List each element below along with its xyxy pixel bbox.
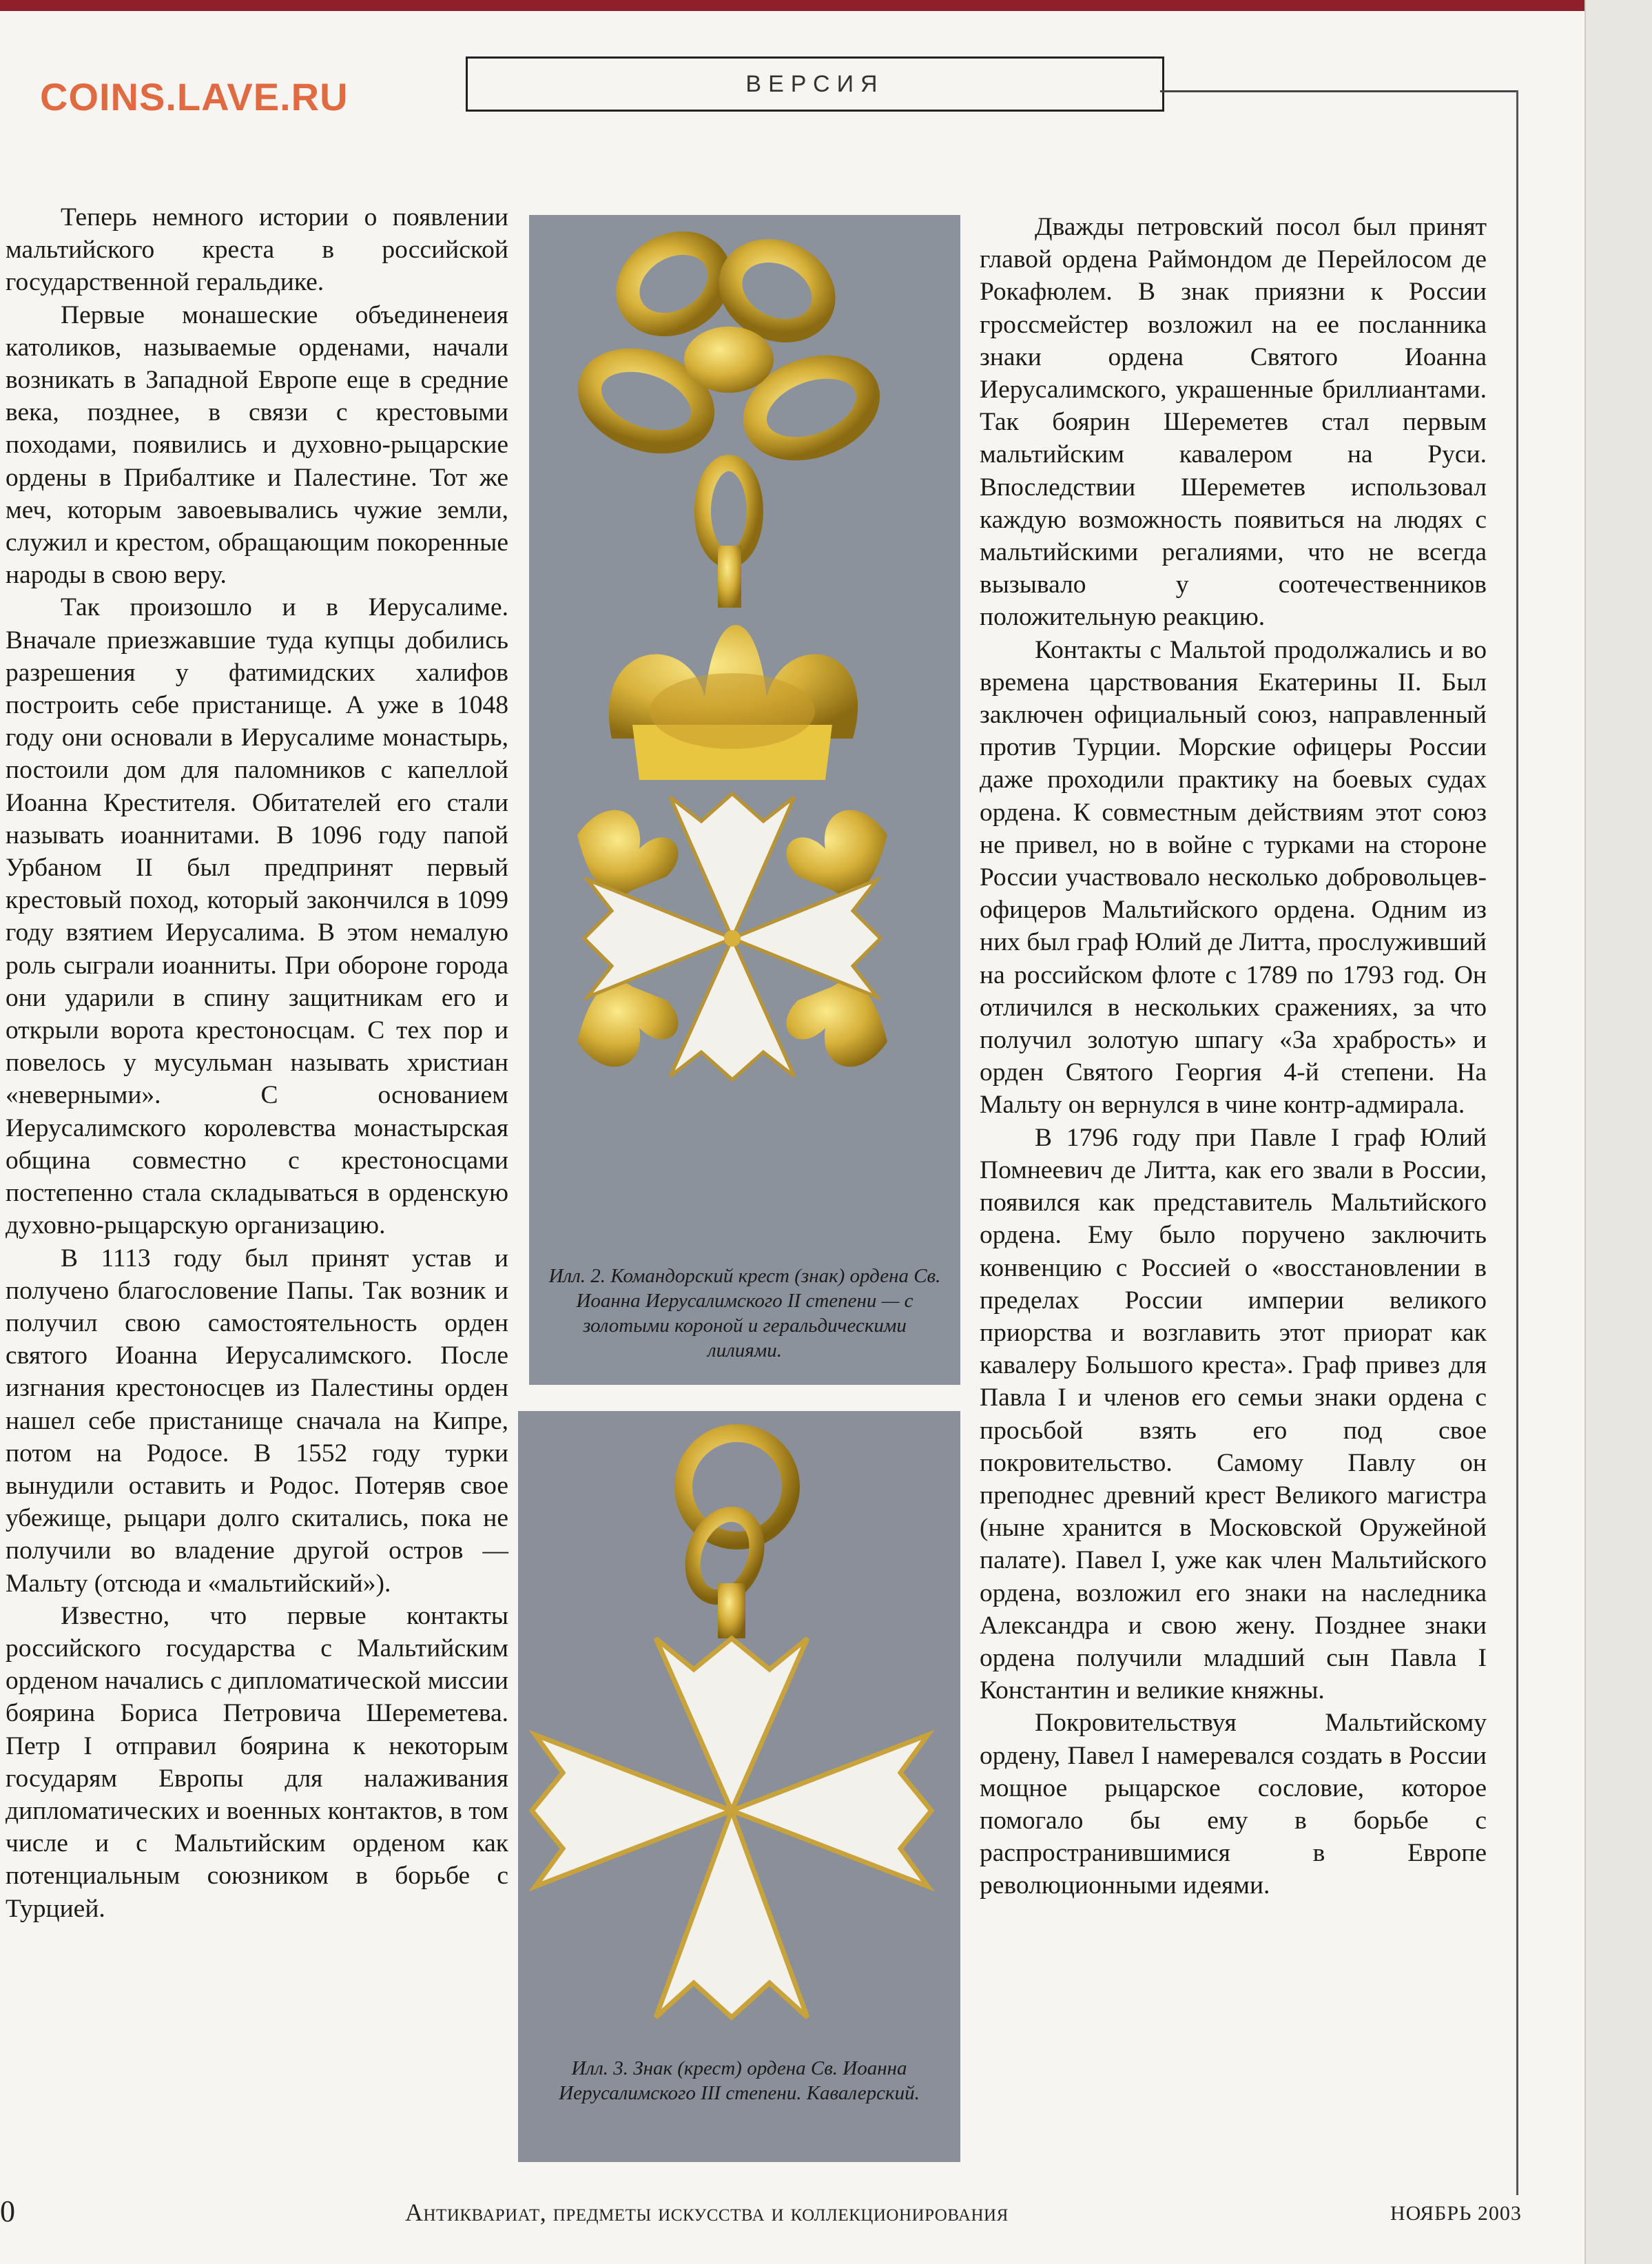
- paragraph: Дважды петровский посол был принят главой ордена Раймондом де Перейлосом де Рокафюлем. В знак приязни к России гроссмейстер возложил на ее посланника знаки ордена Святого Иоанна Иерусалимского, украшенные бриллиантами. Так боярин Шереметев стал первым мальтийским кавалером на Руси. Впоследствии Шереметев использовал каждую возможность появиться на людях с мальтийскими регалиями, что не всегда вызывало у соотечественников положительную реакцию.: [980, 213, 1487, 632]
- section-header: ВЕРСИЯ: [466, 56, 1164, 112]
- watermark: COINS.LAVE.RU: [40, 75, 349, 119]
- page-number: 0: [0, 2194, 15, 2228]
- paragraph: Покровительствуя Мальтийскому ордену, Павел I намеревался создать в России мощное рыцарское сословие, которое помогало бы ему в борьбе с распространившимися в Европе революционными идеями.: [980, 1709, 1487, 1900]
- figure-knight-cross: [518, 1411, 960, 2162]
- paragraph: Теперь немного истории о появлении мальтийского креста в российской государственной геральдике.: [6, 203, 508, 297]
- paragraph: Так произошло и в Иерусалиме. Вначале приезжавшие туда купцы добились разрешения у фатимидских халифов построить себе пристанище. А уже в 1048 году они основали в Иерусалиме монастырь, постоили дом для паломников с капеллой Иоанна Крестителя. Обитателей его стали называть иоаннитами. В 1096 году папой Урбаном II был предпринят первый крестовый поход, который закончился в 1099 году взятием Иерусалима. В этом немалую роль сыграли иоанниты. При обороне города они ударили в спину защитникам его и открыли ворота крестоносцам. С тех пор и повелось у мусульман называть христиан «неверными». С основанием Иерусалимского королевства монастырская община совместно с крестоносцами постепенно стала складываться в орденскую духовно-рыцарскую организацию.: [6, 593, 508, 1240]
- page-border-rule: [1516, 90, 1518, 2195]
- paragraph: Контакты с Мальтой продолжались и во времена царствования Екатерины II. Был заключен официальный союз, направленный против Турции. Морские офицеры России даже проходили практику на боевых судах ордена. К совместным действиям этот союз не привел, но в войне с турками на стороне России участвовало несколько добровольцев-офицеров Мальтийского ордена. Одним из них был граф Юлий де Литта, прослуживший на российском флоте с 1789 по 1793 год. Он отличился в нескольких сражениях, за что получил золотую шпагу «За храбрость» и орден Святого Георгия 4-й степени. На Мальту он вернулся в чине контр-адмирала.: [980, 635, 1487, 1120]
- knight-cross-illustration: [518, 1411, 960, 2162]
- commander-cross-illustration: [529, 215, 960, 1385]
- paragraph: Первые монашеские объединенеия католиков, называемые орденами, начали возникать в Западной Европе еще в средние века, позднее, в связи с крестовыми походами, появились и духовно-рыцарские ордены в Прибалтике и Палестине. Тот же меч, которым завоевывались чужие земли, служил и крестом, обращающим покоренные народы в свою веру.: [6, 300, 508, 590]
- header-rule: [1160, 90, 1518, 92]
- left-text-column: [6, 201, 508, 1925]
- publication-title: Антиквариат, предметы искусства и коллекционирования: [405, 2199, 1009, 2226]
- issue-date: НОЯБРЬ 2003: [1390, 2202, 1522, 2225]
- figure-caption: Илл. 3. Знак (крест) ордена Св. Иоанна Иерусалимского III степени. Кавалерский.: [559, 2057, 920, 2104]
- paragraph: Известно, что первые контакты российского государства с Мальтийским орденом начались с дипломатической миссии боярина Бориса Петровича Шереметева. Петр I отправил боярина к некоторым государям Европы для налаживания дипломатических и военных контактов, в том числе и с Мальтийским орденом как потенциальным союзником в борьбе с Турцией.: [6, 1601, 508, 1923]
- figure-commander-cross: [529, 215, 960, 1385]
- adjacent-page-edge: [1584, 0, 1652, 2264]
- paragraph: В 1113 году был принят устав и получено благословение Папы. Так возник и получил свою самостоятельность орден святого Иоанна Иерусалимского. После изгнания крестоносцев из Палестины орден нашел себе пристанище сначала на Кипре, потом на Родосе. В 1552 году турки вынудили оставить и Родос. Потеряв свое убежище, рыцари долго скитались, пока не получили во владение другой остров — Мальту (отсюда и «мальтийский»).: [6, 1244, 508, 1598]
- figure-caption: Илл. 2. Командорский крест (знак) ордена Св. Иоанна Иерусалимского II степени — с золотыми короной и геральдическими лилиями.: [548, 1265, 941, 1361]
- paragraph: В 1796 году при Павле I граф Юлий Помнеевич де Литта, как его звали в России, появился как представитель Мальтийского ордена. Ему было поручено заключить конвенцию с Россией о «восстановлении в пределах России империи великого приорства и возглавить этот приорат как кавалеру Большого креста». Граф привез для Павла I и членов его семьи знаки ордена с просьбой взять его под свое покровительство. Самому Павлу он преподнес древний крест Великого магистра (ныне хранится в Московской Оружейной палате). Павел I, уже как член Мальтийского ордена, возложил его знаки на наследника Александра и свою жену. Позднее знаки ордена получили младший сын Павла I Константин и великие княжны.: [980, 1123, 1487, 1705]
- right-text-column: [980, 211, 1487, 1902]
- top-color-strip: [0, 0, 1652, 11]
